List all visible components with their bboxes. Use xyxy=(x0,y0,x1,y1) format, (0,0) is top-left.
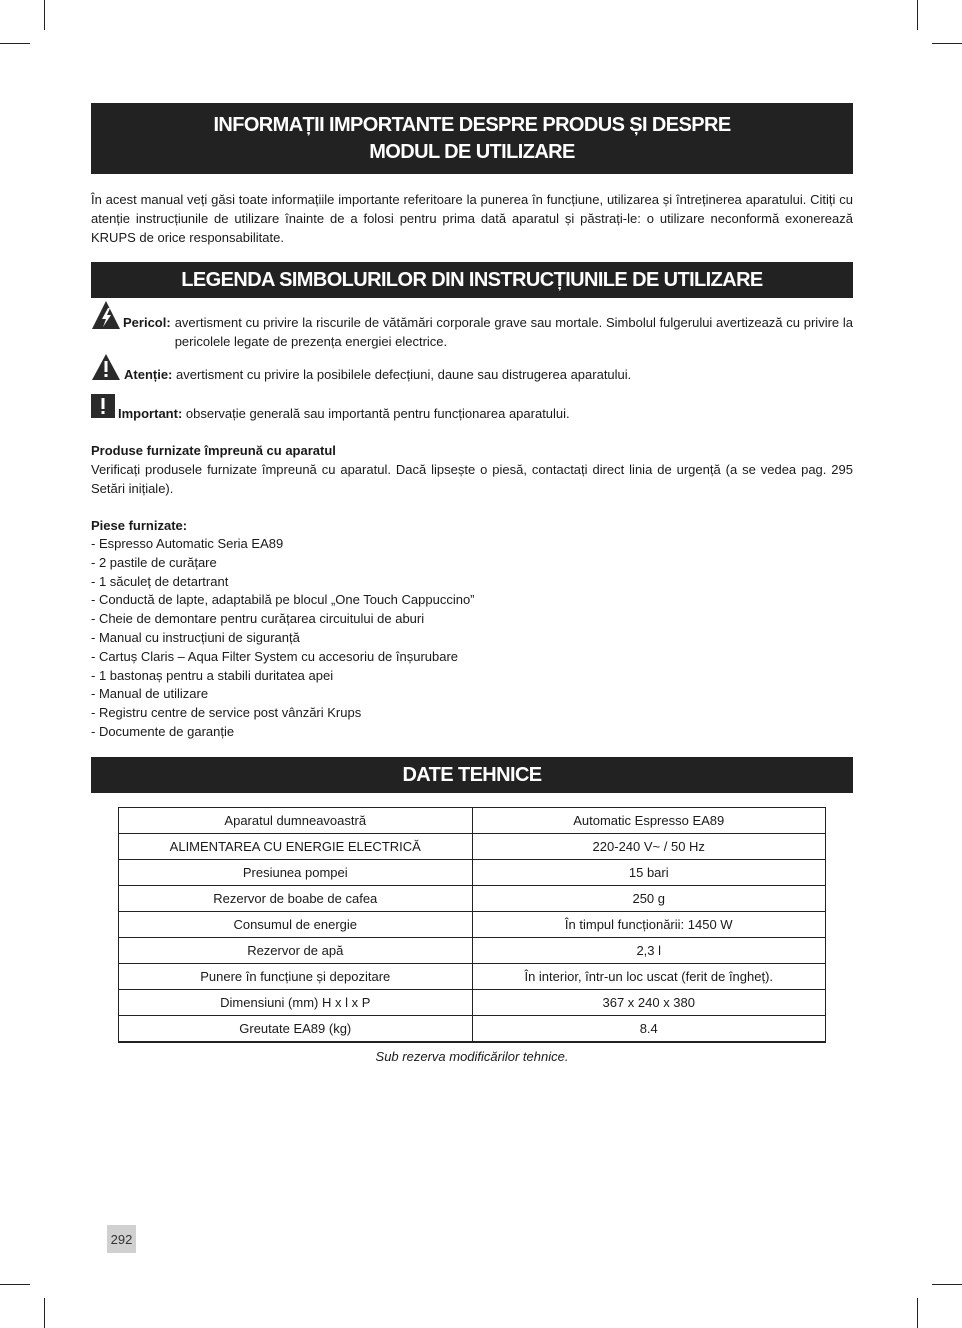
table-cell-value: 8.4 xyxy=(472,1016,826,1043)
table-row xyxy=(119,808,826,834)
crop-mark xyxy=(44,0,45,30)
table-cell-value: În interior, într-un loc uscat (ferit de îngheț). xyxy=(472,964,826,990)
important-text: observație generală sau importantă pentru funcționarea aparatului. xyxy=(185,406,570,421)
tech-title: DATE TEHNICE xyxy=(402,763,542,786)
list-item: - Espresso Automatic Seria EA89 xyxy=(91,536,284,551)
crop-mark xyxy=(917,0,918,30)
crop-mark xyxy=(932,43,962,44)
list-item: - Documente de garanție xyxy=(91,723,235,739)
crop-mark xyxy=(44,1298,45,1328)
list-item: - Registru centre de service post vânzări Krups xyxy=(91,705,362,721)
table-cell-label: Consumul de energie xyxy=(119,912,473,938)
warning-triangle-icon xyxy=(91,353,121,381)
main-title-banner xyxy=(91,103,853,174)
table-cell-value: 367 x 240 x 380 xyxy=(472,990,826,1016)
supplied-section xyxy=(91,441,853,498)
warning-label: Atenție: xyxy=(124,367,173,382)
list-item: - Cheie de demontare pentru curățarea circuitului de aburi xyxy=(91,611,425,627)
crop-mark xyxy=(0,43,30,44)
table-cell-value: 2,3 l xyxy=(472,938,826,964)
legend-important xyxy=(91,394,853,423)
table-row xyxy=(119,938,826,964)
table-cell-label: ALIMENTAREA CU ENERGIE ELECTRICĂ xyxy=(119,834,473,860)
important-exclamation-icon xyxy=(91,394,115,418)
table-cell-label: Rezervor de boabe de cafea xyxy=(119,886,473,912)
page-number: 292 xyxy=(107,1225,136,1253)
warning-text: avertisment cu privire la posibilele defecțiuni, daune sau distrugerea aparatului. xyxy=(176,367,632,382)
list-item: - Manual de utilizare xyxy=(91,686,209,702)
table-cell-label: Rezervor de apă xyxy=(119,938,473,964)
list-item: - 1 săculeț de detartrant xyxy=(91,573,229,589)
table-cell-label: Presiunea pompei xyxy=(119,860,473,886)
table-cell-value: 15 bari xyxy=(472,860,826,886)
legend-title: LEGENDA SIMBOLURILOR DIN INSTRUCȚIUNILE DE UTILIZARE xyxy=(181,268,763,291)
legend-title-banner xyxy=(91,262,853,298)
supplied-text: Verificați produsele furnizate împreună cu aparatul. Dacă lipsește o piesă, contactați direct linia de urgență (a se vedea pag. 295 Setări inițiale). xyxy=(91,462,853,496)
danger-label: Pericol: xyxy=(123,315,171,330)
intro-paragraph: În acest manual veți găsi toate informațiile importante referitoare la punerea în funcțiune, utilizarea și întreținerea aparatului. Citiți cu atenție instrucțiunile de utilizare înainte de a folosi pentru prima dată aparatul și păstrați-le: o utilizare neconformă exonerează KRUPS de orice responsabilitate. xyxy=(91,192,853,245)
crop-mark xyxy=(0,1284,30,1285)
table-cell-label: Aparatul dumneavoastră xyxy=(119,808,473,834)
crop-mark xyxy=(917,1298,918,1328)
table-cell-label: Dimensiuni (mm) H x l x P xyxy=(119,990,473,1016)
table-row xyxy=(119,964,826,990)
table-cell-value: 250 g xyxy=(472,886,826,912)
tech-note: Sub rezerva modificărilor tehnice. xyxy=(375,1049,569,1064)
main-title-line1: INFORMAȚII IMPORTANTE DESPRE PRODUS ȘI DESPRE xyxy=(213,113,731,136)
legend-danger xyxy=(91,300,853,351)
list-item: - Conductă de lapte, adaptabilă pe blocul „One Touch Cappuccino” xyxy=(91,592,475,608)
table-row xyxy=(119,1016,826,1043)
table-row xyxy=(119,886,826,912)
list-item: - 2 pastile de curățare xyxy=(91,554,217,570)
table-row xyxy=(119,860,826,886)
table-cell-label: Greutate EA89 (kg) xyxy=(119,1016,473,1043)
table-cell-label: Punere în funcțiune și depozitare xyxy=(119,964,473,990)
table-cell-value: Automatic Espresso EA89 xyxy=(472,808,826,834)
table-cell-value: În timpul funcționării: 1450 W xyxy=(472,912,826,938)
table-row xyxy=(119,834,826,860)
legend-warning xyxy=(91,353,853,384)
crop-mark xyxy=(932,1284,962,1285)
main-title-line2: MODUL DE UTILIZARE xyxy=(369,140,575,163)
supplied-heading: Produse furnizate împreună cu aparatul xyxy=(91,443,336,458)
parts-heading: Piese furnizate: xyxy=(91,518,188,533)
parts-list xyxy=(91,535,853,742)
parts-section xyxy=(91,516,853,742)
list-item: - 1 bastonaș pentru a stabili duritatea apei xyxy=(91,667,334,683)
list-item: - Manual cu instrucțiuni de siguranță xyxy=(91,629,300,645)
table-cell-value: 220-240 V~ / 50 Hz xyxy=(472,834,826,860)
important-label: Important: xyxy=(118,406,183,421)
tech-title-banner xyxy=(91,757,853,793)
list-item: - Cartuș Claris – Aqua Filter System cu accesoriu de înșurubare xyxy=(91,648,459,664)
table-row xyxy=(119,912,826,938)
table-row xyxy=(119,990,826,1016)
danger-text: avertisment cu privire la riscurile de vătămări corporale grave sau mortale. Simbolul fulgerului avertizează cu privire la pericolele legate de prezența energiei electrice. xyxy=(174,315,853,349)
tech-table xyxy=(118,807,826,1043)
danger-lightning-icon xyxy=(91,300,121,330)
